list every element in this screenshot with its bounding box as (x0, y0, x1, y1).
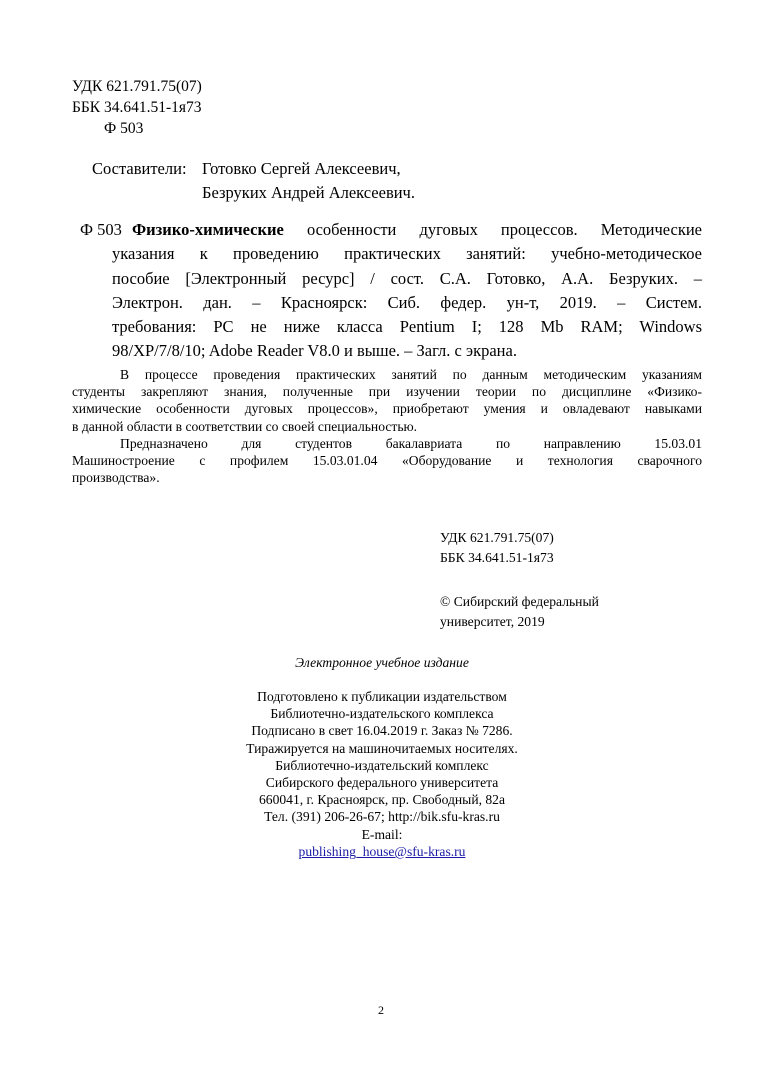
imprint-line: Библиотечно-издательский комплекс (275, 757, 489, 773)
imprint-line: Тиражируется на машиночитаемых носителях. (246, 740, 518, 756)
imprint-line: Подписано в свет 16.04.2019 г. Заказ № 7286. (251, 723, 513, 739)
copyright-line-1: © Сибирский федеральный (440, 594, 599, 609)
bib-line-5: требования: PC не ниже класса Pentium I; 128 Mb RAM; Windows (112, 317, 702, 337)
compiler-name-1: Готовко Сергей Алексеевич, (202, 159, 401, 178)
imprint-line: Подготовлено к публикации издательством (257, 689, 507, 704)
bibliographic-description (80, 218, 702, 364)
bib-line-4: Электрон. дан. – Красноярск: Сиб. федер. ун-т, 2019. – Систем. (112, 292, 702, 312)
right-udk: УДК 621.791.75(07) (440, 530, 554, 545)
bib-line-6: 98/XP/7/8/10; Adobe Reader V8.0 и выше. – Загл. с экрана. (112, 341, 517, 361)
compiler-name-2: Безруких Андрей Алексеевич. (202, 183, 415, 202)
imprint-line: Сибирского федерального университета (265, 775, 499, 791)
annotation-p1-line: химические особенности дуговых процессов», приобретают умения и овладевают навыками (72, 401, 702, 417)
email-line (180, 826, 584, 860)
bib-line-2: указания к проведению практических занятий: учебно-методическое (112, 244, 702, 264)
annotation-p2-line: производства». (72, 470, 160, 486)
bib-line-3: пособие [Электронный ресурс] / сост. С.А. Готовко, А.А. Безруких. – (112, 268, 702, 288)
email-link[interactable]: publishing_house@sfu-kras.ru (298, 843, 466, 859)
imprint-line: 660041, г. Красноярск, пр. Свободный, 82а (258, 792, 506, 808)
annotation (72, 366, 702, 486)
annotation-p2-line: Предназначено для студентов бакалавриата по направлению 15.03.01 (120, 435, 702, 451)
header-index: Ф 503 (104, 120, 144, 137)
annotation-p1-line: студенты закрепляют знания, полученные при изучении теории по дисциплине «Физико- (72, 384, 702, 400)
header-bbk: ББК 34.641.51-1я73 (72, 99, 202, 116)
copyright-line-2: университет, 2019 (440, 614, 545, 629)
edition-type: Электронное учебное издание (295, 655, 469, 670)
page-number: 2 (378, 1003, 384, 1017)
bib-title-bold: Физико-химические (132, 220, 284, 239)
annotation-p1-line: в данной области в соответствии со своей специальностью. (72, 418, 418, 434)
annotation-p1-line: В процессе проведения практических занятий по данным методическим указаниям (120, 367, 702, 382)
imprint-line: Тел. (391) 206-26-67; http://bik.sfu-kras.ru (264, 809, 500, 825)
bib-line-1-rest: особенности дуговых процессов. Методические (306, 220, 702, 239)
imprint-line: Библиотечно-издательского комплекса (270, 706, 494, 722)
email-label: E-mail: (361, 826, 403, 842)
annotation-p2-line: Машиностроение с профилем 15.03.01.04 «Оборудование и технология сварочного (72, 453, 702, 469)
imprint (180, 688, 584, 860)
header-udk: УДК 621.791.75(07) (72, 78, 202, 95)
bib-index: Ф 503 (80, 220, 122, 239)
compilers-label: Составители: (92, 159, 187, 178)
bib-line-1 (80, 218, 702, 242)
right-bbk: ББК 34.641.51-1я73 (440, 550, 554, 565)
